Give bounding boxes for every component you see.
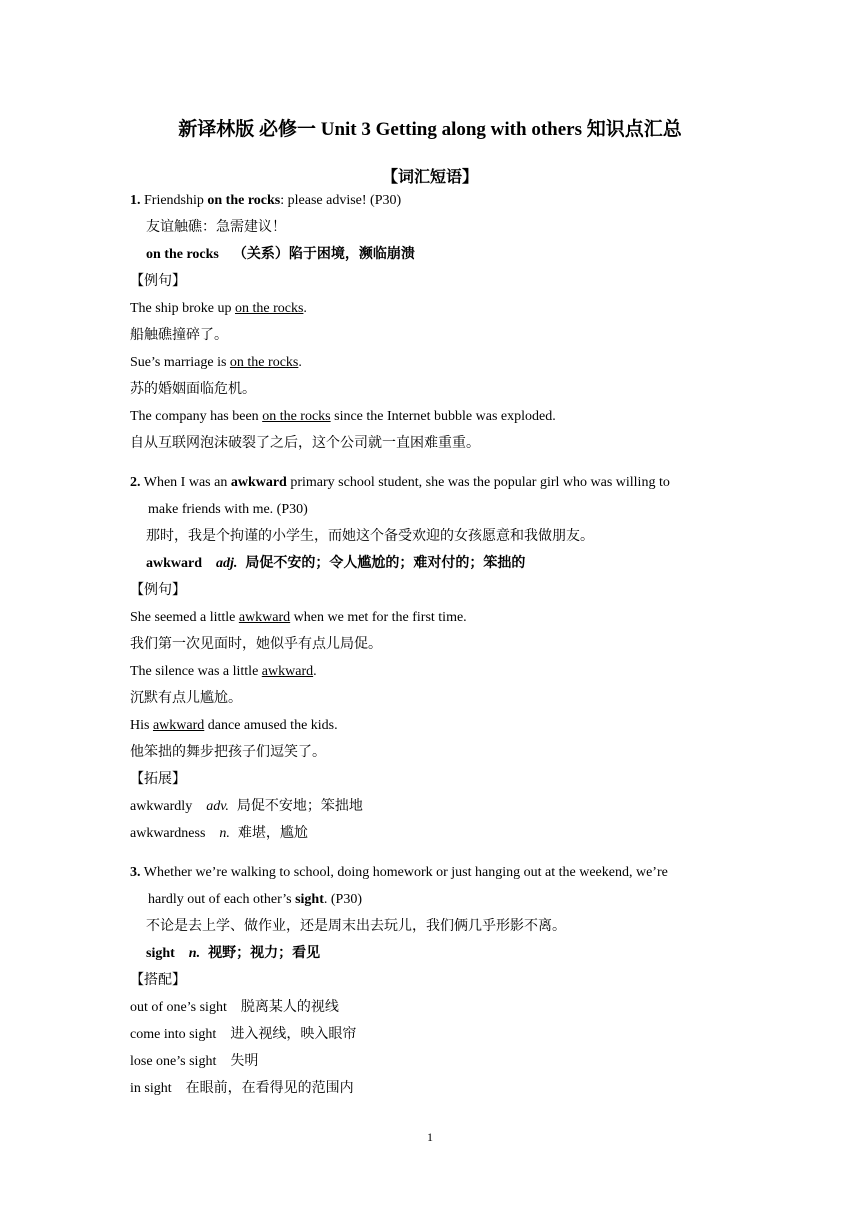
example-translation: 沉默有点儿尴尬。: [130, 691, 242, 706]
item-3-sentence: 3. Whether we’re walking to school, doing homework or just hanging out at the weekend, we’re: [130, 865, 668, 880]
item-3-definition: [146, 945, 320, 963]
definition: （关系）陷于困境，濒临崩溃: [232, 247, 415, 262]
item-1-translation: 友谊触礁：急需建议！: [146, 220, 286, 235]
extension-entry: awkwardly adv. 局促不安地；笨拙地: [130, 799, 363, 814]
item-1-definition: [146, 246, 415, 264]
example-sentence: Sue’s marriage is on the rocks.: [130, 355, 302, 370]
extension-entry: awkwardness n. 难堪，尴尬: [130, 826, 308, 841]
extension-label: 【拓展】: [130, 772, 186, 787]
item-number: 2.: [130, 475, 141, 490]
example-sentence: The company has been on the rocks since the Internet bubble was exploded.: [130, 409, 556, 424]
collocation-entry: in sight 在眼前，在看得见的范围内: [130, 1081, 354, 1096]
document-title: 新译林版 必修一 Unit 3 Getting along with others 知识点汇总: [178, 119, 682, 140]
definition: 局促不安的；令人尴尬的；难对付的；笨拙的: [245, 556, 526, 571]
collocation-entry: out of one’s sight 脱离某人的视线: [130, 1000, 339, 1015]
keyword: on the rocks: [146, 247, 219, 262]
example-translation: 他笨拙的舞步把孩子们逗笑了。: [130, 745, 326, 760]
page-number: 1: [427, 1130, 433, 1144]
example-sentence: The silence was a little awkward.: [130, 664, 317, 679]
example-sentence: His awkward dance amused the kids.: [130, 718, 338, 733]
key-word: sight: [295, 892, 324, 907]
collocation-label: 【搭配】: [130, 973, 186, 988]
item-1-sentence: 1. Friendship on the rocks: please advise! (P30): [130, 193, 402, 208]
item-number: 3.: [130, 865, 141, 880]
item-number: 1.: [130, 193, 141, 208]
example-sentence: The ship broke up on the rocks.: [130, 301, 307, 316]
section-heading: 【词汇短语】: [381, 169, 478, 186]
keyword: sight: [146, 946, 175, 961]
key-word: awkward: [230, 475, 287, 490]
part-of-speech: n.: [188, 946, 201, 961]
keyword: awkward: [146, 556, 203, 571]
definition: 视野；视力；看见: [208, 946, 321, 961]
part-of-speech: adj.: [216, 556, 238, 571]
item-2-sentence-line2: make friends with me. (P30): [148, 502, 308, 517]
example-translation: 我们第一次见面时，她似乎有点儿局促。: [130, 637, 382, 652]
item-2-definition: [146, 555, 525, 573]
item-2-sentence: 2. When I was an awkward primary school student, she was the popular girl who was willing to: [130, 475, 670, 490]
example-translation: 苏的婚姻面临危机。: [130, 382, 256, 397]
example-sentence: She seemed a little awkward when we met for the first time.: [130, 610, 467, 625]
example-translation: 自从互联网泡沫破裂了之后，这个公司就一直困难重重。: [130, 436, 480, 451]
collocation-entry: come into sight 进入视线，映入眼帘: [130, 1027, 357, 1042]
example-translation: 船触礁撞碎了。: [130, 328, 228, 343]
item-3-sentence-line2: hardly out of each other’s sight. (P30): [148, 892, 363, 907]
item-3-translation: 不论是去上学、做作业，还是周末出去玩儿，我们俩几乎形影不离。: [146, 919, 566, 934]
collocation-entry: lose one’s sight 失明: [130, 1054, 259, 1069]
example-label: 【例句】: [130, 274, 186, 289]
item-2-translation: 那时，我是个拘谨的小学生，而她这个备受欢迎的女孩愿意和我做朋友。: [146, 529, 594, 544]
example-label: 【例句】: [130, 583, 186, 598]
key-phrase: on the rocks: [207, 193, 281, 208]
